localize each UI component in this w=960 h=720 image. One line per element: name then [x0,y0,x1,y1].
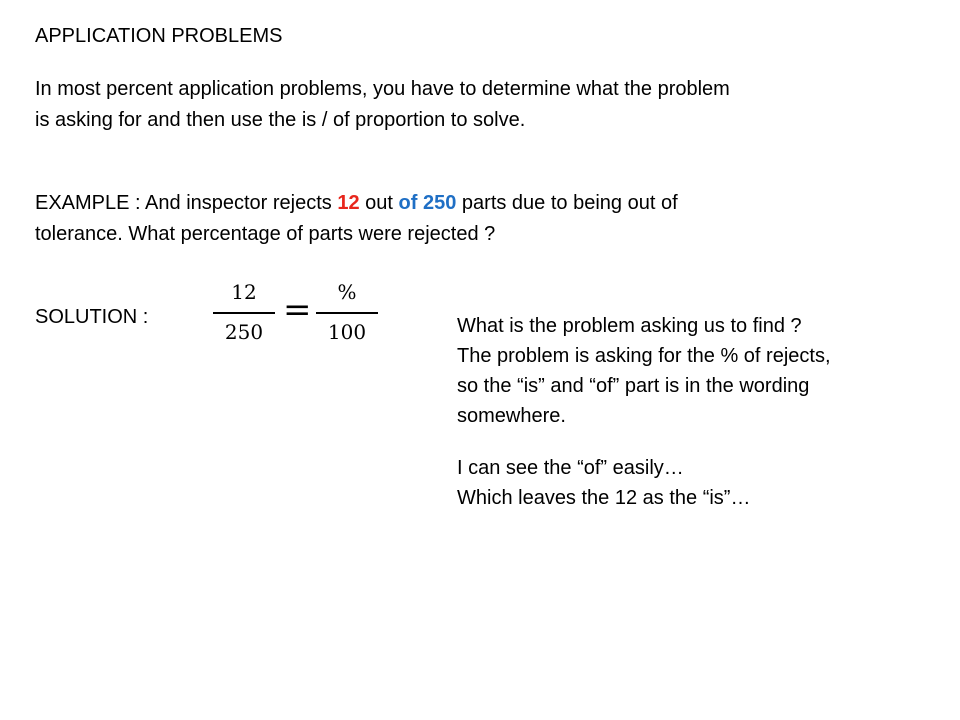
fraction-left [213,278,275,348]
fraction-right [316,278,378,348]
intro-line-1: In most percent application problems, you have to determine what the problem [35,78,730,100]
fraction-left-numerator: 12 [231,280,257,304]
fraction-left-bar [213,312,275,314]
reasoning-line-1: What is the problem asking us to find ? [457,315,802,337]
reasoning-line-5: I can see the “of” easily… [457,457,684,479]
rejected-count-highlight: 12 [337,192,360,214]
fraction-right-denominator: 100 [327,320,367,344]
fraction-right-numerator: % [337,280,357,304]
intro-line-2: is asking for and then use the is / of proportion to solve. [35,109,526,131]
reasoning-line-4: somewhere. [457,405,566,427]
fraction-right-bar [316,312,378,314]
reasoning-line-2: The problem is asking for the % of rejects, [457,345,831,367]
example-line-2: tolerance. What percentage of parts were rejected ? [35,223,496,245]
equals-sign: = [283,290,312,330]
total-parts-highlight: of 250 [398,192,457,214]
example-middle: out [359,192,399,214]
fraction-left-denominator: 250 [224,320,264,344]
example-line-1 [35,188,678,218]
example-prefix: EXAMPLE : And inspector rejects [35,192,338,214]
reasoning-line-3: so the “is” and “of” part is in the wording [457,375,810,397]
solution-label: SOLUTION : [35,306,149,328]
page-title: APPLICATION PROBLEMS [35,25,283,47]
example-suffix: parts due to being out of [456,192,678,214]
reasoning-line-6: Which leaves the 12 as the “is”… [457,487,751,509]
